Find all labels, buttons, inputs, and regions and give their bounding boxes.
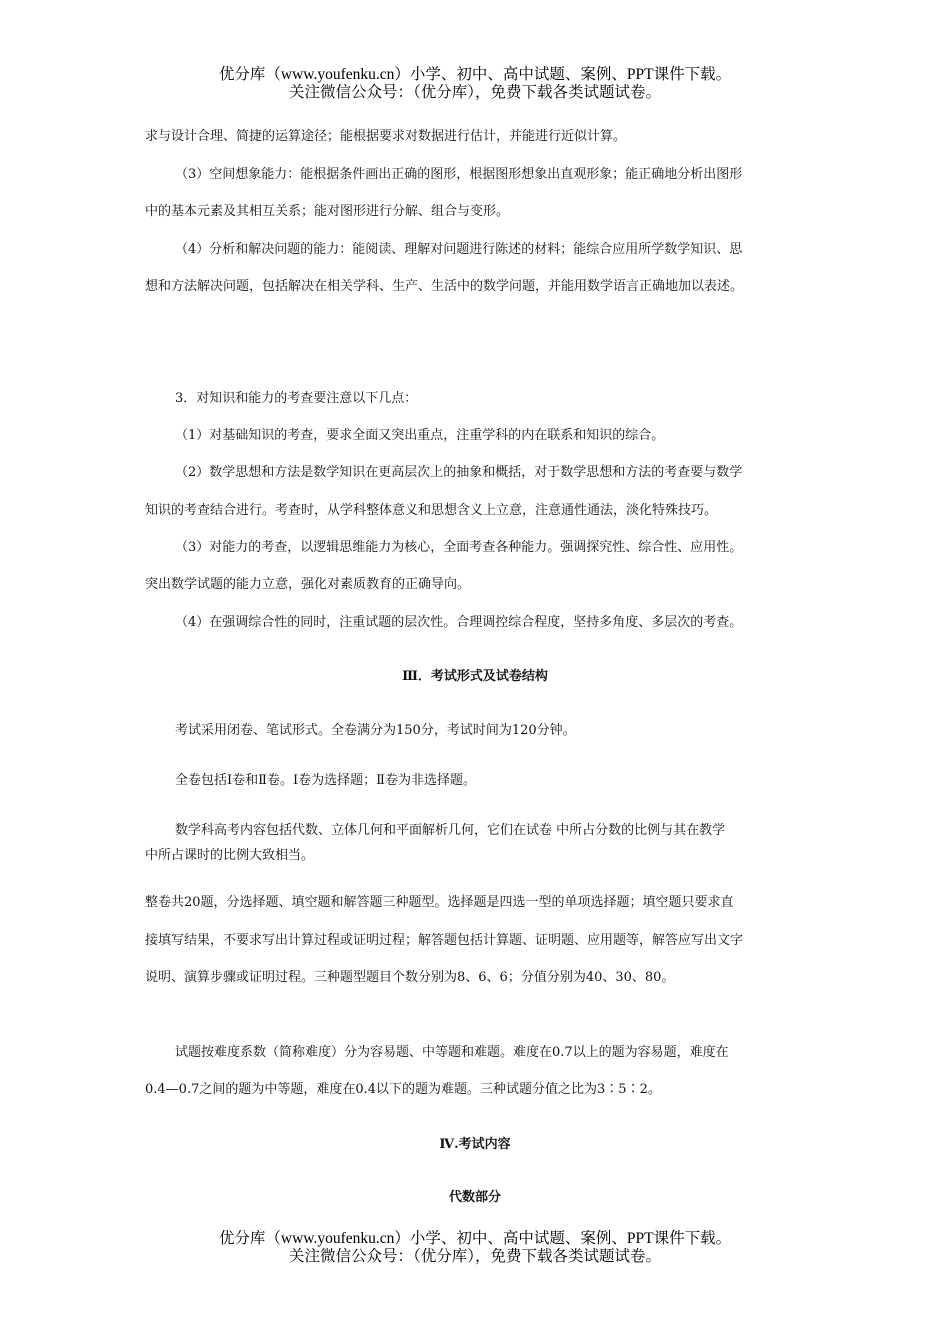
paragraph-line: 接填写结果，不要求写出计算过程或证明过程；解答题包括计算题、证明题、应用题等，解答应写出文字: [145, 933, 744, 948]
paragraph-line: 中的基本元素及其相互关系；能对图形进行分解、组合与变形。: [145, 204, 510, 219]
paragraph-line: 试题按难度系数（简称难度）分为容易题、中等题和难题。难度在0.7以上的题为容易题，难度在: [175, 1045, 729, 1060]
paragraph-line: （4）分析和解决问题的能力：能阅读、理解对问题进行陈述的材料；能综合应用所学数学知识、思: [175, 242, 743, 257]
paragraph-line: 全卷包括Ⅰ卷和Ⅱ卷。Ⅰ卷为选择题；Ⅱ卷为非选择题。: [175, 773, 476, 788]
paragraph-line: 0.4—0.7之间的题为中等题，难度在0.4以下的题为难题。三种试题分值之比为3∶5∶2。: [145, 1082, 661, 1097]
paragraph-line: （2）数学思想和方法是数学知识在更高层次上的抽象和概括，对于数学思想和方法的考查要与数学: [175, 465, 743, 480]
paragraph-line: 求与设计合理、简捷的运算途径；能根据要求对数据进行估计，并能进行近似计算。: [145, 129, 627, 144]
paragraph-line: （3）空间想象能力：能根据条件画出正确的图形，根据图形想象出直观形象；能正确地分析出图形: [175, 167, 743, 182]
paragraph-line: 想和方法解决问题，包括解决在相关学科、生产、生活中的数学问题，并能用数学语言正确地加以表述。: [145, 279, 744, 294]
section-heading: Ⅳ.考试内容: [439, 1137, 511, 1152]
paragraph-line: 3．对知识和能力的考查要注意以下几点：: [175, 391, 418, 406]
paragraph-line: 中所占课时的比例大致相当。: [145, 848, 315, 863]
paragraph-line: 考试采用闭卷、笔试形式。全卷满分为150分，考试时间为120分钟。: [175, 723, 576, 738]
paragraph-line: 数学科高考内容包括代数、立体几何和平面解析几何，它们在试卷 中所占分数的比例与其在教学: [175, 823, 726, 838]
footer-line-1: 优分库（www.youfenku.cn）小学、初中、高中试题、案例、PPT课件下载。: [218, 1230, 732, 1247]
paragraph-line: （1）对基础知识的考查，要求全面又突出重点，注重学科的内在联系和知识的综合。: [175, 428, 665, 443]
subsection-heading: 代数部分: [448, 1190, 501, 1205]
header-line-2: 关注微信公众号：（优分库），免费下载各类试题试卷。: [288, 84, 661, 101]
footer-line-2: 关注微信公众号：（优分库），免费下载各类试题试卷。: [288, 1248, 661, 1265]
paragraph-line: 整卷共20题，分选择题、填空题和解答题三种题型。选择题是四选一型的单项选择题；填空题只要求直: [145, 895, 734, 910]
paragraph-line: 说明、演算步骤或证明过程。三种题型题目个数分别为8、6、6；分值分别为40、30、80。: [145, 970, 675, 985]
paragraph-line: （3）对能力的考查，以逻辑思维能力为核心，全面考查各种能力。强调探究性、综合性、应用性。: [175, 540, 743, 555]
page-header: [0, 66, 950, 102]
paragraph-line: 知识的考查结合进行。考查时，从学科整体意义和思想含义上立意，注意通性通法，淡化特殊技巧。: [145, 503, 718, 518]
paragraph-line: 突出数学试题的能力立意，强化对素质教育的正确导向。: [145, 577, 471, 592]
page-footer: [0, 1230, 950, 1266]
paragraph-line: （4）在强调综合性的同时，注重试题的层次性。合理调控综合程度，坚持多角度、多层次的考查。: [175, 615, 743, 630]
section-heading: Ⅲ．考试形式及试卷结构: [402, 669, 548, 684]
header-line-1: 优分库（www.youfenku.cn）小学、初中、高中试题、案例、PPT课件下载。: [218, 66, 732, 83]
